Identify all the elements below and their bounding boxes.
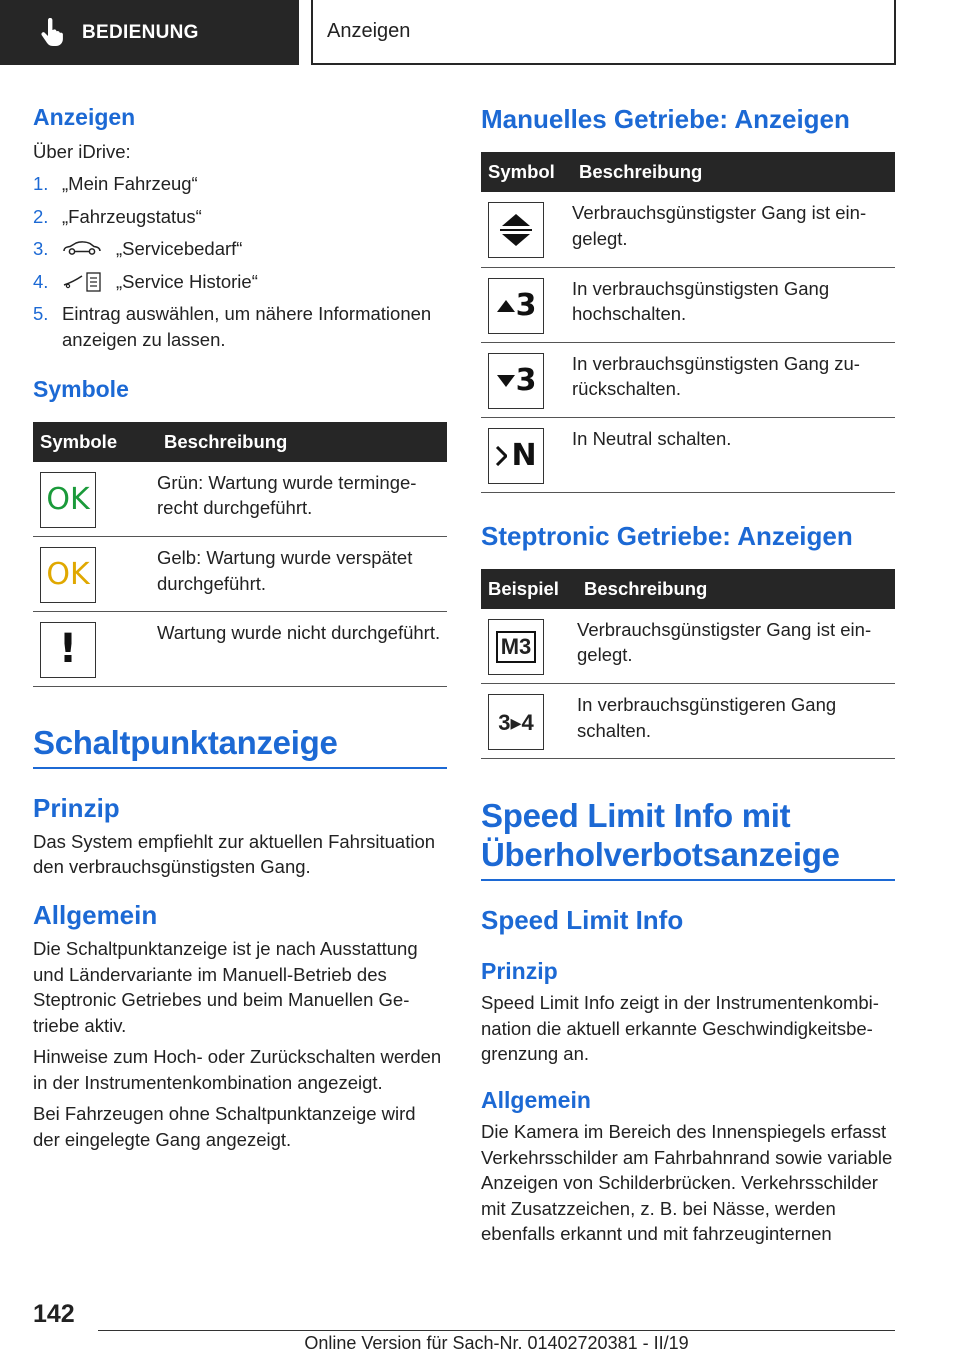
gear-optimal-icon — [488, 202, 544, 258]
left-column — [33, 100, 447, 1152]
table-header: Beschreibung — [572, 152, 895, 192]
footer-rule — [98, 1330, 895, 1331]
neutral-icon: N — [488, 428, 544, 484]
table-row: Verbrauchsgünstigster Gang ist eingelegt. — [481, 192, 895, 267]
table-row: OK Gelb: Wartung wurde verspätet durchgeführt. — [33, 537, 447, 612]
schaltpunkt-heading: Schaltpunktanzeige — [33, 724, 338, 762]
table-row: OK Grün: Wartung wurde termingerecht durchgeführt. — [33, 462, 447, 537]
chapter-tab — [311, 0, 896, 65]
table-header: Beispiel — [481, 569, 577, 609]
steptronic-table — [481, 569, 895, 760]
online-version: Online Version für Sach-Nr. 01402720381 - II/19 — [304, 1333, 689, 1353]
steps-list — [33, 171, 447, 352]
steptronic-heading: Steptronic Getriebe: Anzeigen — [481, 520, 853, 551]
table-row: ! Wartung wurde nicht durchgeführt. — [33, 612, 447, 687]
list-item: 2. „Fahrzeugstatus“ — [33, 205, 202, 227]
car-icon — [62, 240, 102, 256]
prinzip-heading: Prinzip — [33, 792, 120, 823]
list-item: 4. „Service Historie“ — [33, 270, 258, 292]
allgemein-text-3: Bei Fahrzeugen ohne Schaltpunktanzeige wird der eingelegte Gang angezeigt. — [33, 1103, 416, 1150]
list-item: 1. „Mein Fahrzeug“ — [33, 173, 198, 195]
shift-up-icon: 3 — [488, 278, 544, 334]
sli-heading: Speed Limit Info — [481, 904, 684, 935]
manuell-table — [481, 152, 895, 493]
symbole-table — [33, 422, 447, 688]
allgemein-text: Die Kamera im Bereich des Innenspiegels erfasst Verkehrsschilder am Fahrbahnrand sowie variable Anzeigen von Schilderbrücken. Verkehrsschilder mit Zusatzzeichen, z. B. bei Nässe, werden ebenfalls erkannt und mit fahrzeuginternen — [481, 1121, 893, 1245]
section-title: BEDIENUNG — [82, 21, 199, 43]
allgemein-text-2: Hinweise zum Hoch- oder Zurückschalten werden in der Instrumentenkombination angezeigt. — [33, 1046, 442, 1093]
manuell-heading: Manuelles Getriebe: Anzeigen — [481, 104, 850, 134]
table-row: 3 In verbrauchsgünstigsten Gang zurückschalten. — [481, 342, 895, 417]
list-item: 3. „Servicebedarf“ — [33, 238, 243, 260]
list-item: 5. Eintrag auswählen, um nähere Informationen anzeigen zu lassen. — [33, 303, 432, 350]
speed-limit-heading: Speed Limit Info mit Überholverbotsanzeige — [481, 797, 840, 873]
hand-pointer-icon — [40, 18, 66, 48]
symbole-heading: Symbole — [33, 376, 129, 403]
section-tab — [0, 0, 299, 65]
heading-rule — [33, 767, 447, 769]
prinzip-text: Speed Limit Info zeigt in der Instrumentenkombination die aktuell erkannte Geschwindigkeitsbegrenzung an. — [481, 992, 879, 1065]
chapter-title: Anzeigen — [327, 20, 411, 42]
allgemein-text-1: Die Schaltpunktanzeige ist je nach Ausstattung und Ländervariante im Manuell-Betrieb des Steptronic Getriebes und beim Manuellen Getriebe aktiv. — [33, 938, 418, 1036]
right-column — [481, 100, 895, 1247]
service-history-icon — [62, 271, 102, 293]
exclamation-icon: ! — [40, 622, 96, 678]
ueber-idrive: Über iDrive: — [33, 140, 131, 162]
table-header: Beschreibung — [157, 422, 447, 462]
table-header: Symbole — [33, 422, 157, 462]
table-row: N In Neutral schalten. — [481, 417, 895, 492]
allgemein-heading: Allgemein — [33, 899, 158, 930]
ok-yellow-icon: OK — [40, 547, 96, 603]
prinzip-text: Das System empfiehlt zur aktuellen Fahrsituation den verbrauchsgünstigsten Gang. — [33, 830, 436, 878]
manual-gear-icon: M3 — [488, 619, 544, 675]
prinzip-heading: Prinzip — [481, 957, 558, 984]
ok-green-icon: OK — [40, 472, 96, 528]
anzeigen-heading: Anzeigen — [33, 104, 136, 130]
allgemein-heading: Allgemein — [481, 1086, 591, 1113]
table-header: Symbol — [481, 152, 572, 192]
heading-rule — [481, 879, 895, 881]
gear-change-icon: 3▸4 — [488, 694, 544, 750]
table-row: M3 Verbrauchsgünstigster Gang ist eingelegt. — [481, 609, 895, 684]
page-number: 142 — [33, 1300, 75, 1328]
table-row: 3 In verbrauchsgünstigsten Gang hochschalten. — [481, 267, 895, 342]
table-header: Beschreibung — [577, 569, 895, 609]
table-row: 3▸4 In verbrauchsgünstigeren Gang schalten. — [481, 684, 895, 759]
shift-down-icon: 3 — [488, 353, 544, 409]
